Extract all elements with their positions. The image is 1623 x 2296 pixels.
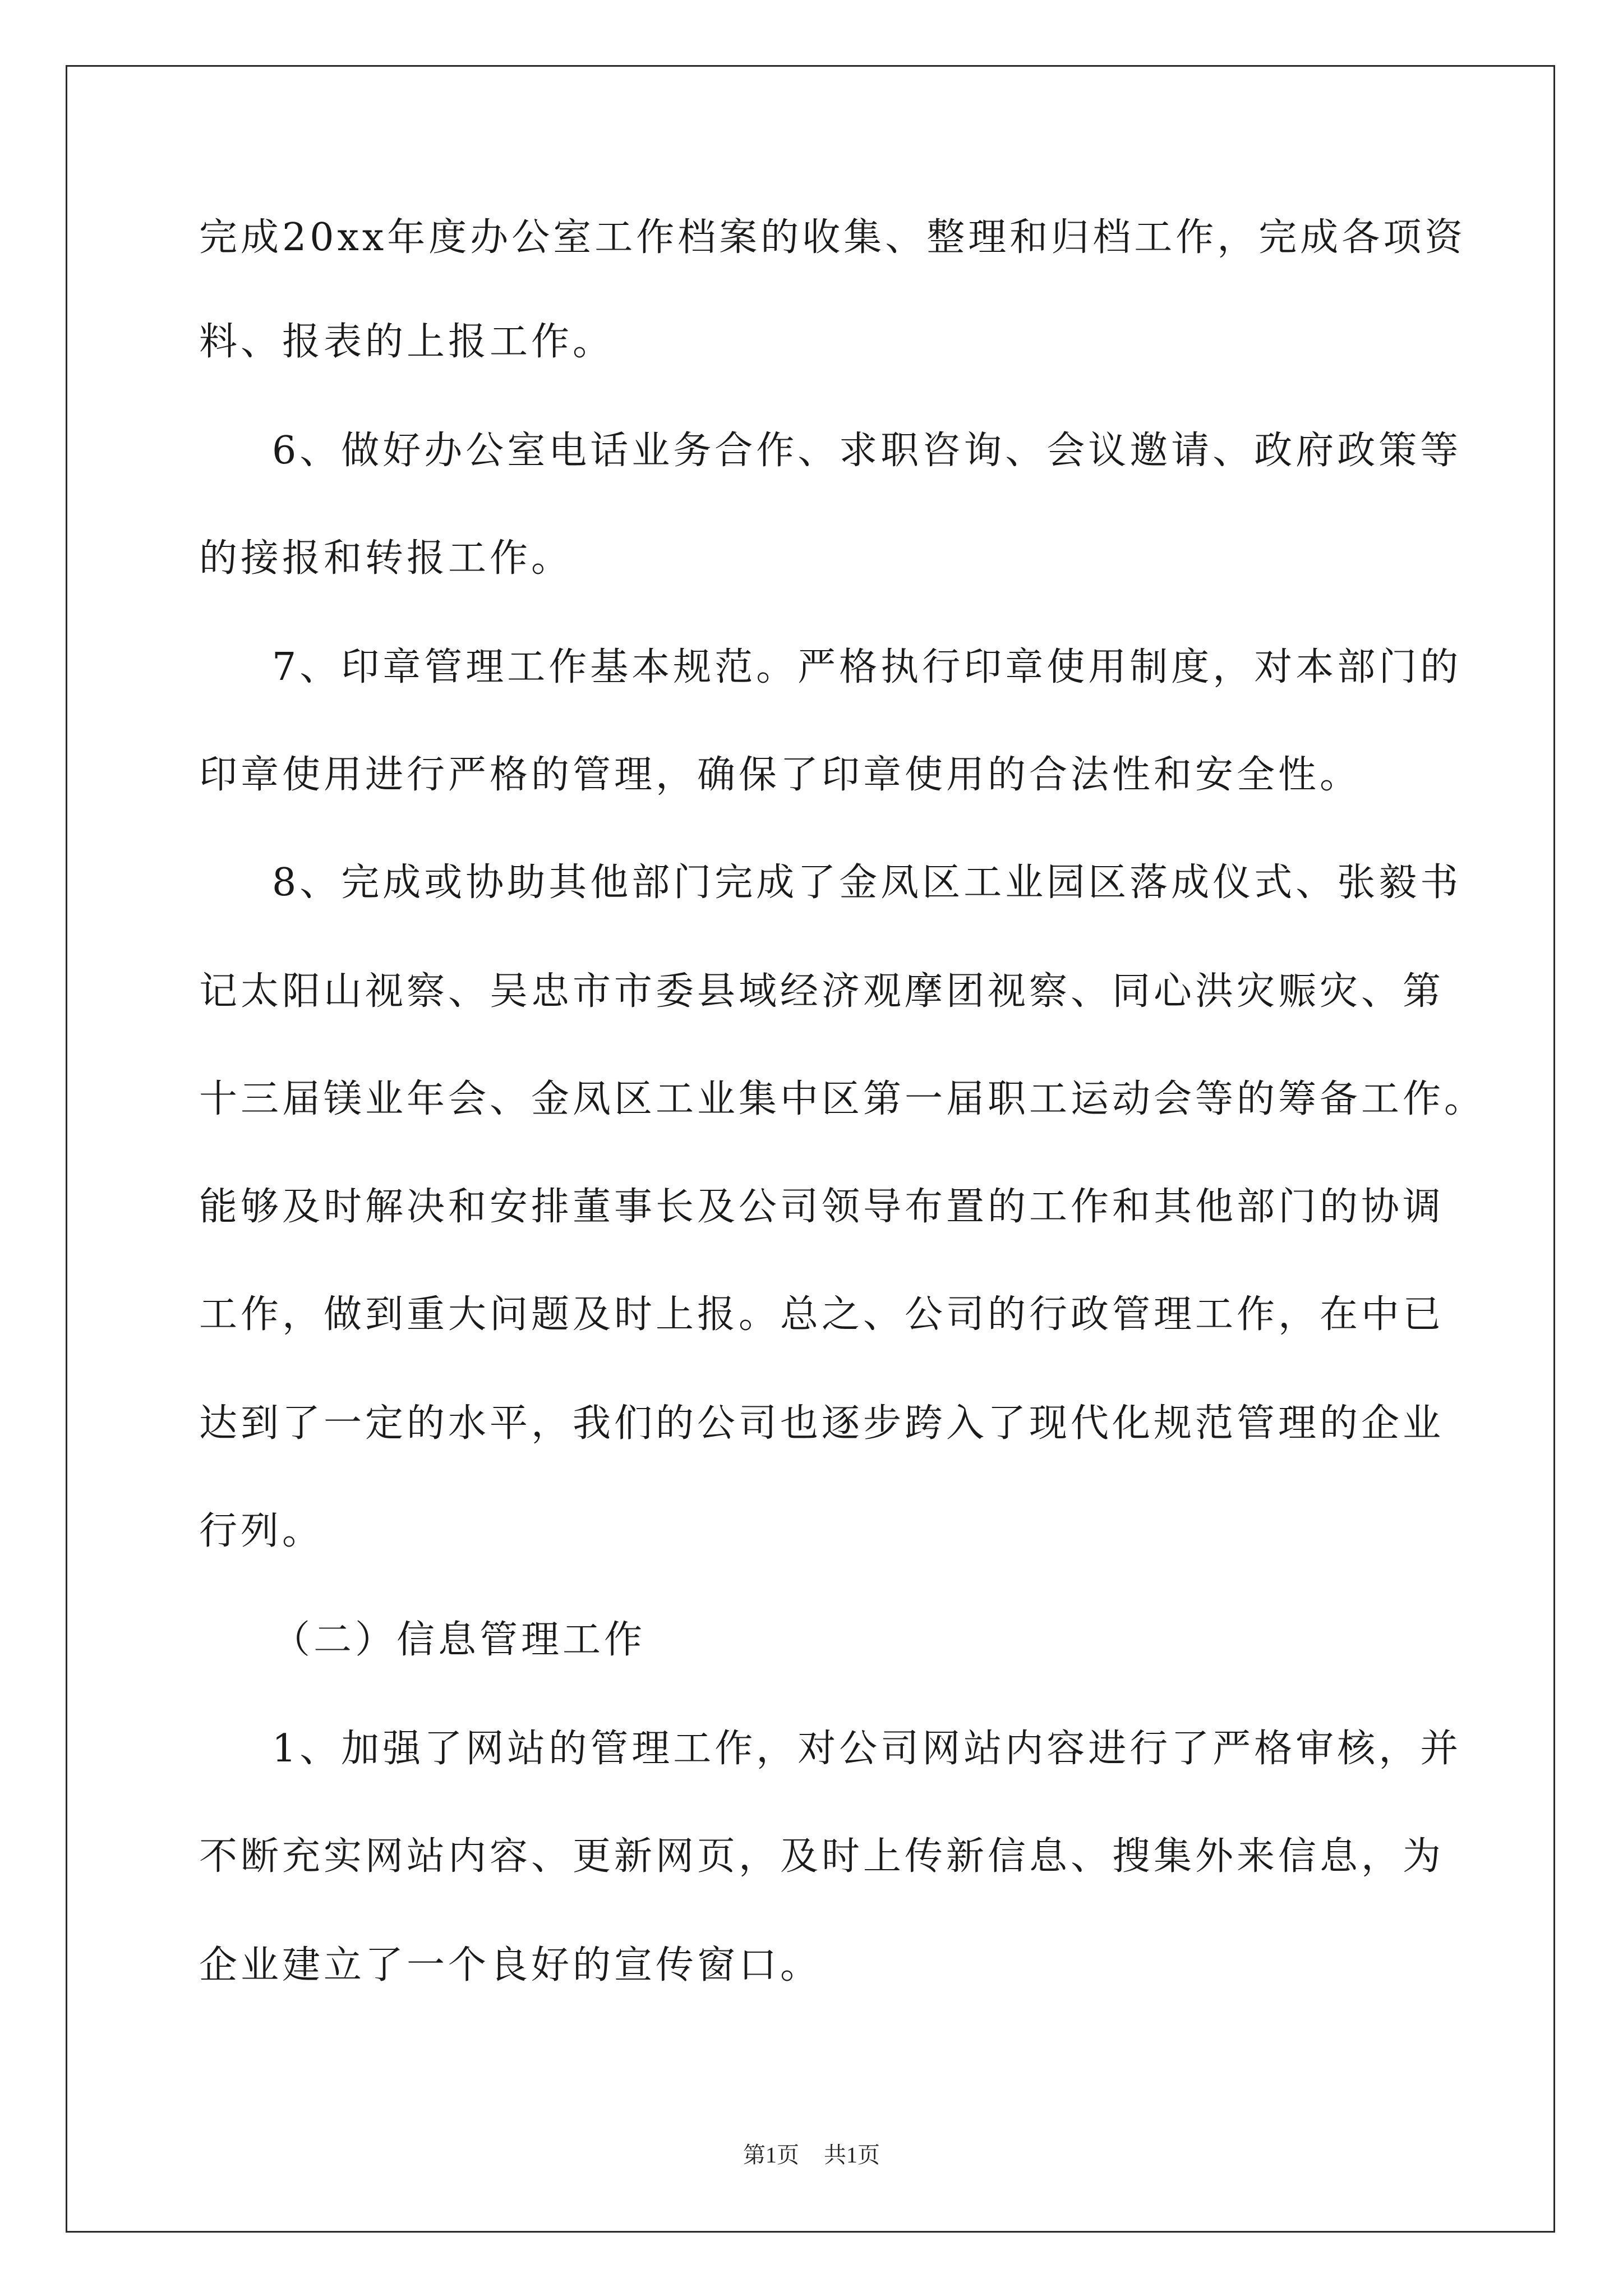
text-line: 企业建立了一个良好的宣传窗口。 <box>199 1943 822 1987</box>
text-line: 的接报和转报工作。 <box>199 536 573 581</box>
text-line: 十三届镁业年会、金凤区工业集中区第一届职工运动会等的筹备工作。 <box>199 1077 1486 1121</box>
text-line: 记太阳山视察、吴忠市市委县域经济观摩团视察、同心洪灾赈灾、第 <box>199 969 1445 1014</box>
page-footer <box>0 2142 1623 2169</box>
page-total: 共1页 <box>824 2142 880 2168</box>
text-line: 行列。 <box>199 1509 324 1553</box>
text-line: 8、完成或协助其他部门完成了金凤区工业园区落成仪式、张毅书 <box>272 861 1462 905</box>
page-number: 第1页 <box>743 2142 799 2168</box>
text-line: 工作，做到重大问题及时上报。总之、公司的行政管理工作，在中已 <box>199 1292 1445 1337</box>
page-border <box>66 65 1555 2233</box>
text-line: 印章使用进行严格的管理，确保了印章使用的合法性和安全性。 <box>199 753 1362 797</box>
text-line: 6、做好办公室电话业务合作、求职咨询、会议邀请、政府政策等 <box>272 429 1462 473</box>
text-line: 能够及时解决和安排董事长及公司领导布置的工作和其他部门的协调 <box>199 1185 1445 1229</box>
text-line: 完成20xx年度办公室工作档案的收集、整理和归档工作，完成各项资 <box>199 215 1467 260</box>
text-line: 达到了一定的水平，我们的公司也逐步跨入了现代化规范管理的企业 <box>199 1401 1445 1446</box>
text-line: 7、印章管理工作基本规范。严格执行印章使用制度，对本部门的 <box>272 645 1462 689</box>
text-line: 1、加强了网站的管理工作，对公司网站内容进行了严格审核，并 <box>272 1727 1462 1771</box>
text-line: 料、报表的上报工作。 <box>199 320 615 364</box>
text-line: 不断充实网站内容、更新网页，及时上传新信息、搜集外来信息，为 <box>199 1834 1445 1879</box>
section-heading: （二）信息管理工作 <box>272 1618 646 1662</box>
